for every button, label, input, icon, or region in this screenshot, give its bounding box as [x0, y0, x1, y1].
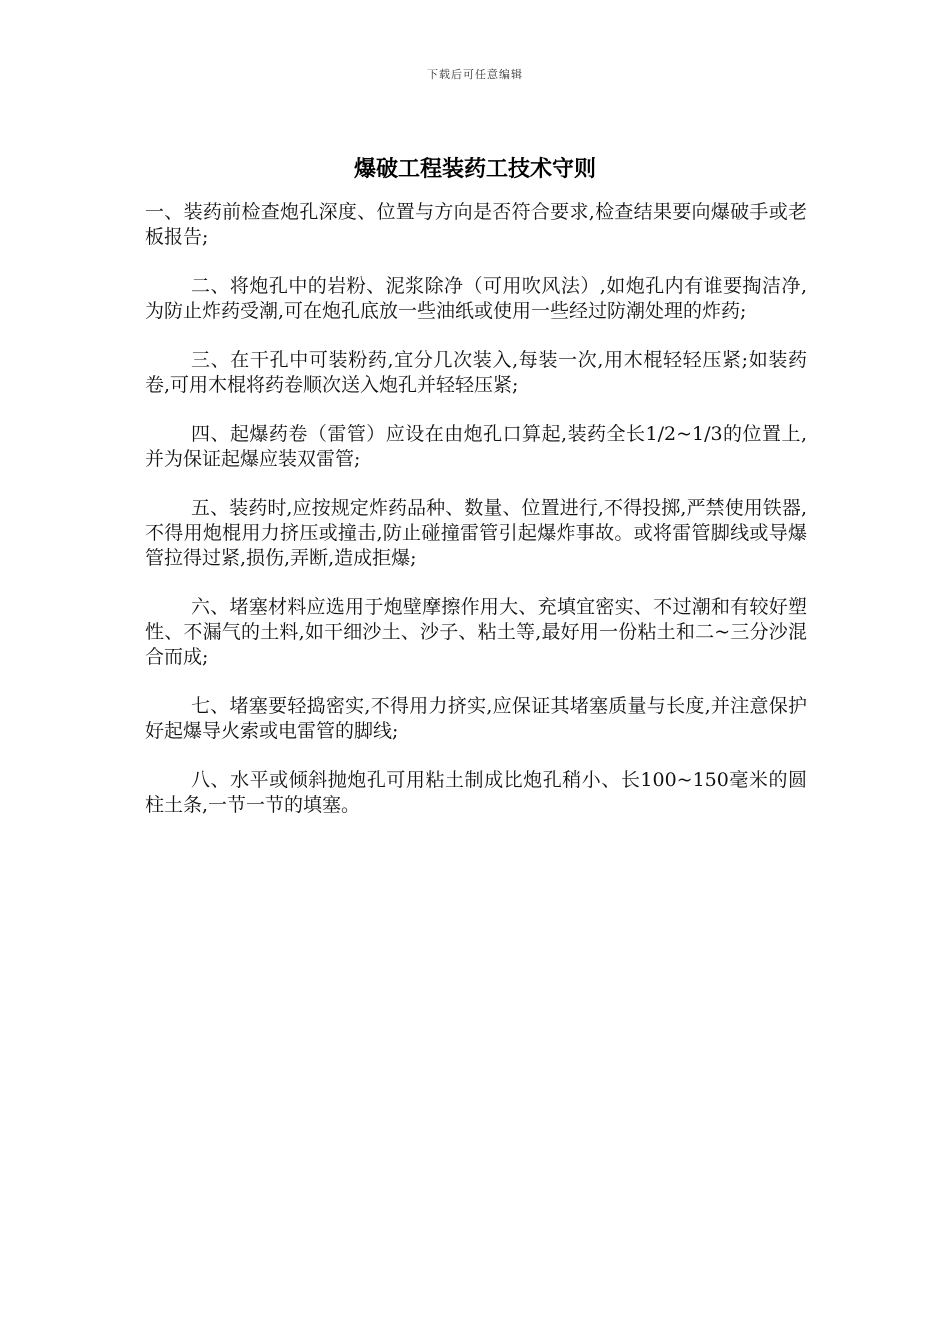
paragraph-3: 三、在干孔中可装粉药,宜分几次装入,每装一次,用木棍轻轻压紧;如装药卷,可用木棍将药卷顺次送入炮孔并轻轻压紧;: [145, 349, 807, 396]
paragraph-8: 八、水平或倾斜抛炮孔可用粘土制成比炮孔稍小、长100~150毫米的圆柱土条,一节一节的填塞。: [145, 769, 807, 816]
paragraph-1: 一、装药前检查炮孔深度、位置与方向是否符合要求,检查结果要向爆破手或老板报告;: [145, 201, 807, 248]
paragraph-7: 七、堵塞要轻捣密实,不得用力挤实,应保证其堵塞质量与长度,并注意保护好起爆导火索或电雷管的脚线;: [145, 695, 807, 742]
document-body: [145, 200, 807, 842]
document-title: 爆破工程装药工技术守则: [353, 157, 596, 182]
paragraph-6: 六、堵塞材料应选用于炮壁摩擦作用大、充填宜密实、不过潮和有较好塑性、不漏气的土料,如干细沙土、沙子、粘土等,最好用一份粘土和二~三分沙混合而成;: [145, 596, 807, 668]
paragraph-5: 五、装药时,应按规定炸药品种、数量、位置进行,不得投掷,严禁使用铁器,不得用炮棍用力挤压或撞击,防止碰撞雷管引起爆炸事故。或将雷管脚线或导爆管拉得过紧,损伤,弄断,造成拒爆;: [145, 497, 807, 569]
paragraph-4: 四、起爆药卷（雷管）应设在由炮孔口算起,装药全长1/2~1/3的位置上,并为保证起爆应装双雷管;: [145, 423, 807, 470]
page-header-note: 下载后可任意编辑: [427, 68, 523, 81]
paragraph-2: 二、将炮孔中的岩粉、泥浆除净（可用吹风法）,如炮孔内有谁要掏洁净,为防止炸药受潮,可在炮孔底放一些油纸或使用一些经过防潮处理的炸药;: [145, 275, 807, 322]
